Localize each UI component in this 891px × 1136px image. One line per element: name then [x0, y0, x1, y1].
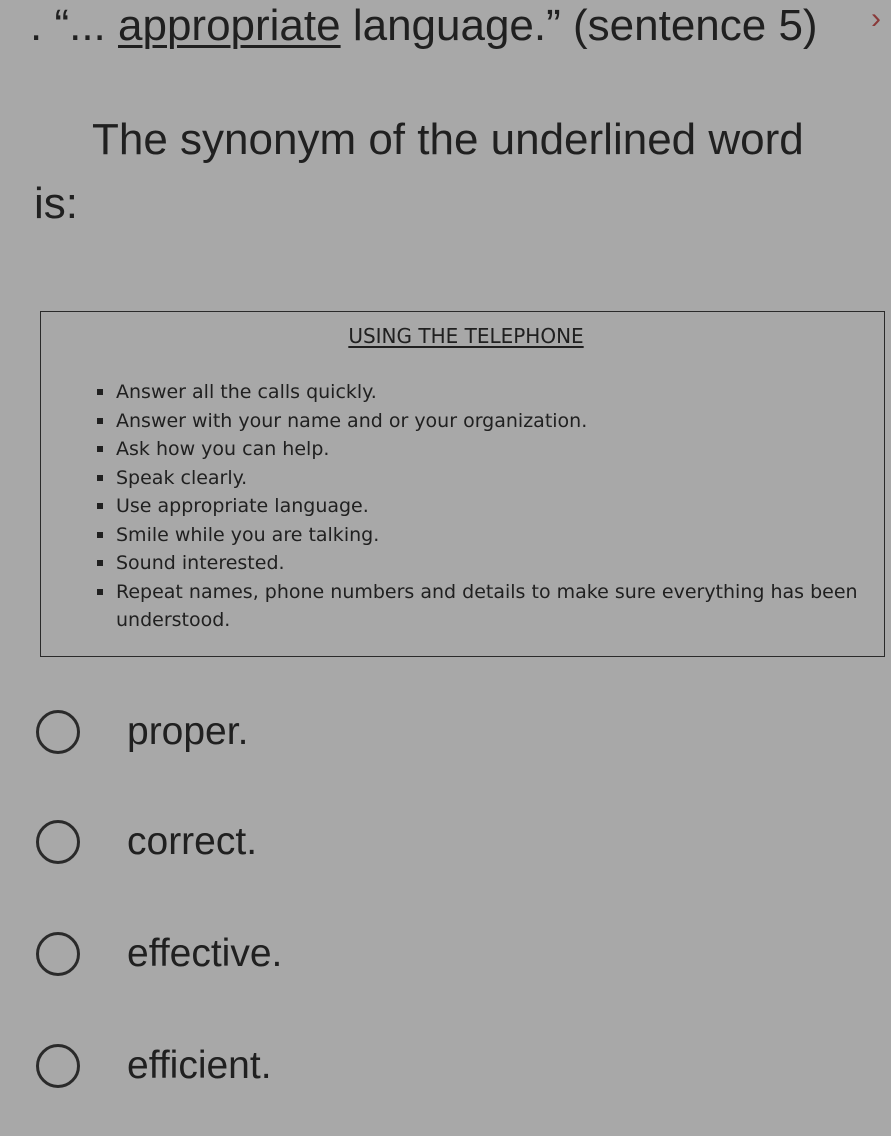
option-label[interactable]: correct. [127, 820, 258, 863]
option-correct[interactable] [36, 812, 257, 872]
reference-item: Smile while you are talking. [97, 521, 867, 550]
reference-title: USING THE TELEPHONE [348, 324, 584, 348]
reference-item: Sound interested. [97, 549, 867, 578]
option-label[interactable]: effective. [127, 932, 283, 975]
question-prompt: The synonym of the underlined word is: [34, 115, 804, 228]
underlined-word: appropriate [118, 1, 341, 50]
reference-item: Repeat names, phone numbers and details to make sure everything has been understood. [97, 578, 867, 635]
radio-button[interactable] [36, 932, 80, 976]
quote-suffix: language.” (sentence 5) [340, 1, 818, 50]
radio-button[interactable] [36, 1044, 80, 1088]
reference-item: Use appropriate language. [97, 492, 867, 521]
quote-prefix: . “... [30, 1, 118, 50]
option-label[interactable]: efficient. [127, 1044, 272, 1087]
option-efficient[interactable] [36, 1036, 272, 1096]
reference-item: Answer with your name and or your organization. [97, 407, 867, 436]
question-quote [30, 2, 818, 50]
radio-button[interactable] [36, 820, 80, 864]
reference-item: Ask how you can help. [97, 435, 867, 464]
reference-item: Speak clearly. [97, 464, 867, 493]
option-effective[interactable] [36, 924, 282, 984]
reference-list [97, 378, 867, 635]
option-label[interactable]: proper. [127, 710, 249, 753]
reference-item: Answer all the calls quickly. [97, 378, 867, 407]
reference-text-image [40, 311, 885, 657]
edge-arrow-icon: › [871, 2, 881, 35]
radio-button[interactable] [36, 710, 80, 754]
option-proper[interactable] [36, 702, 248, 762]
